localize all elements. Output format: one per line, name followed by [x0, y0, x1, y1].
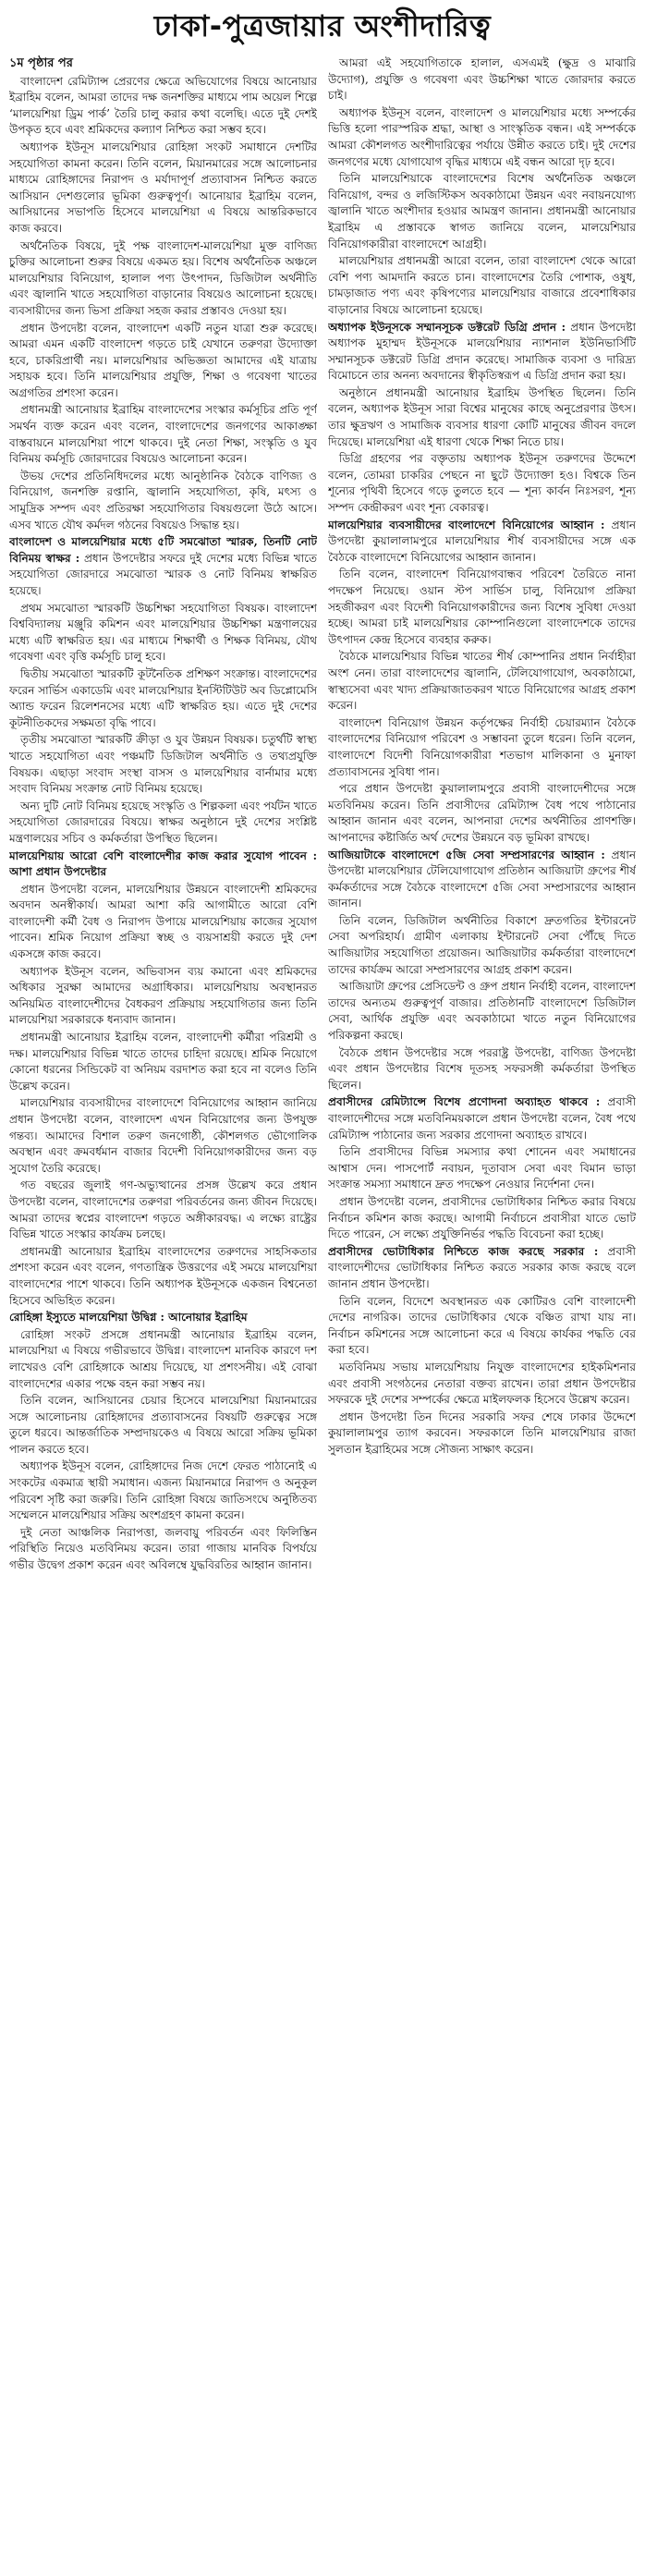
subhead-text: প্রবাসী বাংলাদেশীদের ভোটাধিকার নিশ্চিত করতে সরকার কাজ করছে বলে জানান প্রধান উপদেষ্টা।	[328, 1244, 636, 1290]
article-paragraph: তিনি মালয়েশিয়াকে বাংলাদেশের বিশেষ অর্থনৈতিক অঞ্চলে বিনিয়োগ, বন্দর ও লজিস্টিকস অবকাঠামো উন্নয়ন এবং নবায়নযোগ্য জ্বালানি খাতে অংশীদার হওয়ার আমন্ত্রণ জানান। প্রধানমন্ত্রী আনোয়ার ইব্রাহিম এ প্রস্তাবকে স্বাগত জানিয়ে বলেন, মালয়েশিয়ার বিনিয়োগকারীরা বাংলাদেশে আগ্রহী।	[328, 172, 636, 250]
article-paragraph: আমরা এই সহযোগিতাকে হালাল, এসএমই (ক্ষুদ্র ও মাঝারি উদ্যোগ), প্রযুক্তি ও গবেষণা এবং উচ্চশিক্ষা খাতে জোরদার করতে চাই।	[328, 56, 636, 103]
article-paragraph: বাংলাদেশ বিনিয়োগ উন্নয়ন কর্তৃপক্ষের নির্বাহী চেয়ারম্যান বৈঠকে বাংলাদেশের বিনিয়োগ পরিবেশ ও সম্ভাবনা তুলে ধরেন। তিনি বলেন, বাংলাদেশে বিদেশী বিনিয়োগকারীরা শতভাগ মালিকানা ও মুনাফা প্রত্যাবাসনের সুবিধা পান।	[328, 715, 636, 778]
right-column	[328, 55, 636, 2568]
article-paragraph: প্রধান উপদেষ্টা বলেন, মালয়েশিয়ার উন্নয়নে বাংলাদেশী শ্রমিকদের অবদান অনস্বীকার্য। আমরা আশা করি আগামীতে আরো বেশি বাংলাদেশী কর্মী বৈধ ও নিরাপদ উপায়ে মালয়েশিয়ায় কাজের সুযোগ পাবেন। শ্রমিক নিয়োগ প্রক্রিয়া স্বচ্ছ ও ব্যয়সাশ্রয়ী করতে দুই দেশ একসঙ্গে কাজ করবে।	[9, 882, 317, 961]
section-subhead	[328, 848, 636, 912]
article-paragraph: প্রথম সমঝোতা স্মারকটি উচ্চশিক্ষা সহযোগিতা বিষয়ক। বাংলাদেশ বিশ্ববিদ্যালয় মঞ্জুরি কমিশন এবং মালয়েশিয়ার উচ্চশিক্ষা মন্ত্রণালয়ের মধ্যে এটি স্বাক্ষরিত হয়। এর মাধ্যমে শিক্ষার্থী ও শিক্ষক বিনিময়, যৌথ গবেষণা এবং বৃত্তি কর্মসূচি চালু হবে।	[9, 601, 317, 664]
article-paragraph: ডিগ্রি গ্রহণের পর বক্তৃতায় অধ্যাপক ইউনূস তরুণদের উদ্দেশে বলেন, তোমরা চাকরির পেছনে না ছুটে উদ্যোক্তা হও। বিশ্বকে তিন শূন্যের পৃথিবী হিসেবে গড়ে তুলতে হবে — শূন্য কার্বন নিঃসরণ, শূন্য সম্পদ কেন্দ্রীকরণ এবং শূন্য বেকারত্ব।	[328, 452, 636, 515]
article-paragraph: মালয়েশিয়ার ব্যবসায়ীদের বাংলাদেশে বিনিয়োগের আহ্বান জানিয়ে প্রধান উপদেষ্টা বলেন, বাংলাদেশ এখন বিনিয়োগের জন্য উপযুক্ত গন্তব্য। আমাদের বিশাল তরুণ জনগোষ্ঠী, কৌশলগত ভৌগোলিক অবস্থান এবং ক্রমবর্ধমান বাজার বিদেশী বিনিয়োগকারীদের জন্য বড় সুযোগ তৈরি করেছে।	[9, 1096, 317, 1175]
article-paragraph: রোহিঙ্গা সংকট প্রসঙ্গে প্রধানমন্ত্রী আনোয়ার ইব্রাহিম বলেন, মালয়েশিয়া এ বিষয়ে গভীরভাবে উদ্বিগ্ন। বাংলাদেশ মানবিক কারণে দশ লাখেরও বেশি রোহিঙ্গাকে আশ্রয় দিয়েছে, যা প্রশংসনীয়। এই বোঝা বাংলাদেশের একার পক্ষে বহন করা সম্ভব নয়।	[9, 1327, 317, 1390]
article-paragraph: তিনি বলেন, আসিয়ানের চেয়ার হিসেবে মালয়েশিয়া মিয়ানমারের সঙ্গে আলোচনায় রোহিঙ্গাদের প্রত্যাবাসনের বিষয়টি গুরুত্বের সঙ্গে তুলে ধরবে। আন্তর্জাতিক সম্প্রদায়কেও এ বিষয়ে আরো সক্রিয় ভূমিকা পালন করতে হবে।	[9, 1394, 317, 1456]
article-paragraph: প্রধান উপদেষ্টা বলেন, প্রবাসীদের ভোটাধিকার নিশ্চিত করার বিষয়ে নির্বাচন কমিশন কাজ করছে। আগামী নির্বাচনে প্রবাসীরা যাতে ভোট দিতে পারেন, সে লক্ষ্যে প্রযুক্তিনির্ভর পদ্ধতি বিবেচনা করা হচ্ছে।	[328, 1194, 636, 1241]
article-paragraph: তিনি বলেন, বাংলাদেশ বিনিয়োগবান্ধব পরিবেশ তৈরিতে নানা পদক্ষেপ নিয়েছে। ওয়ান স্টপ সার্ভিস চালু, বিনিয়োগ প্রক্রিয়া সহজীকরণ এবং বিদেশী বিনিয়োগকারীদের জন্য বিশেষ সুবিধা দেওয়া হচ্ছে। আমরা চাই মালয়েশিয়ার কোম্পানিগুলো বাংলাদেশকে তাদের উৎপাদন কেন্দ্র হিসেবে ব্যবহার করুক।	[328, 568, 636, 646]
subhead-title: প্রবাসীদের রেমিট্যান্সে বিশেষ প্রণোদনা অব্যাহত থাকবে :	[328, 1095, 601, 1109]
section-subhead	[9, 848, 317, 881]
article-paragraph: প্রধানমন্ত্রী আনোয়ার ইব্রাহিম বলেন, বাংলাদেশী কর্মীরা পরিশ্রমী ও দক্ষ। মালয়েশিয়ার বিভিন্ন খাতে তাদের চাহিদা রয়েছে। শ্রমিক নিয়োগে কোনো ধরনের সিন্ডিকেট বা অনিয়ম বরদাশত করা হবে না বলেও তিনি উল্লেখ করেন।	[9, 1031, 317, 1093]
article-paragraph: দ্বিতীয় সমঝোতা স্মারকটি কূটনৈতিক প্রশিক্ষণ সংক্রান্ত। বাংলাদেশের ফরেন সার্ভিস একাডেমি এবং মালয়েশিয়ার ইনস্টিটিউট অব ডিপ্লোমেসি অ্যান্ড ফরেন রিলেশনসের মধ্যে এটি স্বাক্ষরিত হয়। এতে দুই দেশের কূটনীতিকদের সক্ষমতা বৃদ্ধি পাবে।	[9, 666, 317, 729]
article-paragraph: তৃতীয় সমঝোতা স্মারকটি ক্রীড়া ও যুব উন্নয়ন বিষয়ক। চতুর্থটি স্বাস্থ্য খাতে সহযোগিতা এবং পঞ্চমটি ডিজিটাল অর্থনীতি ও তথ্যপ্রযুক্তি বিষয়ক। এছাড়া সংবাদ সংস্থা বাসস ও মালয়েশিয়ার বার্নামার মধ্যে সংবাদ বিনিময় সংক্রান্ত নোট বিনিময় হয়েছে।	[9, 733, 317, 796]
article-paragraph: মতবিনিময় সভায় মালয়েশিয়ায় নিযুক্ত বাংলাদেশের হাইকমিশনার এবং প্রবাসী সংগঠনের নেতারা বক্তব্য রাখেন। তারা প্রধান উপদেষ্টার সফরকে দুই দেশের সম্পর্কের ক্ষেত্রে মাইলফলক হিসেবে উল্লেখ করেন।	[328, 1360, 636, 1407]
article-paragraph: বৈঠকে মালয়েশিয়ার বিভিন্ন খাতের শীর্ষ কোম্পানির প্রধান নির্বাহীরা অংশ নেন। তারা বাংলাদেশের জ্বালানি, টেলিযোগাযোগ, অবকাঠামো, স্বাস্থ্যসেবা এবং খাদ্য প্রক্রিয়াজাতকরণ খাতে বিনিয়োগের আগ্রহ প্রকাশ করেন।	[328, 650, 636, 713]
section-subhead	[328, 1244, 636, 1293]
article-paragraph: প্রধানমন্ত্রী আনোয়ার ইব্রাহিম বাংলাদেশের তরুণদের সাহসিকতার প্রশংসা করেন এবং বলেন, গণতান্ত্রিক উত্তরণের এই সময়ে মালয়েশিয়া বাংলাদেশের পাশে থাকবে। তিনি অধ্যাপক ইউনূসকে একজন বিশ্বনেতা হিসেবে অভিহিত করেন।	[9, 1244, 317, 1307]
subhead-title: মালয়েশিয়ায় আরো বেশি বাংলাদেশীর কাজ করার সুযোগ পাবেন : আশা প্রধান উপদেষ্টার	[9, 848, 317, 879]
article-paragraph: তিনি প্রবাসীদের বিভিন্ন সমস্যার কথা শোনেন এবং সমাধানের আশ্বাস দেন। পাসপোর্ট নবায়ন, দূতাবাস সেবা এবং বিমান ভাড়া সংক্রান্ত সমস্যা সমাধানে দ্রুত পদক্ষেপ নেওয়ার নির্দেশনা দেন।	[328, 1145, 636, 1191]
section-subhead	[328, 1094, 636, 1143]
article-paragraph: উভয় দেশের প্রতিনিধিদলের মধ্যে আনুষ্ঠানিক বৈঠকে বাণিজ্য ও বিনিয়োগ, জনশক্তি রপ্তানি, জ্বালানি সহযোগিতা, কৃষি, মৎস্য ও সামুদ্রিক সম্পদ এবং প্রতিরক্ষা সহযোগিতার বিষয়গুলো উঠে আসে। এসব খাতে যৌথ কর্মদল গঠনের বিষয়েও সিদ্ধান্ত হয়।	[9, 469, 317, 531]
continued-label: ১ম পৃষ্ঠার পর	[9, 56, 73, 70]
article-paragraph: অনুষ্ঠানে প্রধানমন্ত্রী আনোয়ার ইব্রাহিম উপস্থিত ছিলেন। তিনি বলেন, অধ্যাপক ইউনূস সারা বিশ্বের মানুষের কাছে অনুপ্রেরণার উৎস। তার ক্ষুদ্রঋণ ও সামাজিক ব্যবসার ধারণা কোটি মানুষের জীবন বদলে দিয়েছে। মালয়েশিয়া এই ধারণা থেকে শিক্ষা নিতে চায়।	[328, 385, 636, 448]
subhead-title: অধ্যাপক ইউনূসকে সম্মানসূচক ডক্টরেট ডিগ্রি প্রদান :	[328, 320, 566, 334]
subhead-title: আজিয়াটাকে বাংলাদেশে ৫জি সেবা সম্প্রসারণের আহ্বান :	[328, 848, 605, 861]
subhead-title: মালয়েশিয়ার ব্যবসায়ীদের বাংলাদেশে বিনিয়োগের আহ্বান :	[328, 518, 605, 531]
article-columns	[9, 55, 636, 2568]
section-subhead	[328, 320, 636, 385]
article-paragraph: অধ্যাপক ইউনূস মালয়েশিয়ার রোহিঙ্গা সংকট সমাধানে দেশটির সহযোগিতা কামনা করেন। তিনি বলেন, মিয়ানমারের সঙ্গে আলোচনার মাধ্যমে রোহিঙ্গাদের নিরাপদ ও মর্যাদাপূর্ণ প্রত্যাবাসন নিশ্চিত করতে আসিয়ান দেশগুলোর ভূমিকা গুরুত্বপূর্ণ। আনোয়ার ইব্রাহিম বলেন, আসিয়ানের সভাপতি হিসেবে মালয়েশিয়া এ বিষয়ে আন্তরিকভাবে কাজ করবে।	[9, 140, 317, 235]
left-column	[9, 55, 317, 2568]
article-paragraph: অধ্যাপক ইউনূস বলেন, অভিবাসন ব্যয় কমানো এবং শ্রমিকদের অধিকার সুরক্ষা আমাদের অগ্রাধিকার। মালয়েশিয়ায় অবস্থানরত অনিয়মিত বাংলাদেশীদের বৈধকরণ প্রক্রিয়ায় সহযোগিতার জন্য তিনি মালয়েশিয়া সরকারকে ধন্যবাদ জানান।	[9, 964, 317, 1027]
article-paragraph: বাংলাদেশ রেমিট্যান্স প্রেরণের ক্ষেত্রে অভিযোগের বিষয়ে আনোয়ার ইব্রাহিম বলেন, আমরা তাদের দক্ষ জনশক্তির মাধ্যমে পাম অয়েল শিল্পে ‘মালয়েশিয়া ড্রিম পার্ক’ তৈরি চালু করার কথা বলেছি। এতে দুই দেশই উপকৃত হবে এবং শ্রমিকদের কল্যাণ নিশ্চিত করা সম্ভব হবে।	[9, 74, 317, 137]
subhead-text: প্রধান উপদেষ্টা কুয়ালালামপুরে মালয়েশিয়ার শীর্ষ ব্যবসায়ীদের সঙ্গে এক বৈঠকে বাংলাদেশে বিনিয়োগের আহ্বান জানান।	[328, 518, 636, 564]
article-paragraph: গত বছরের জুলাই গণ-অভ্যুত্থানের প্রসঙ্গ উল্লেখ করে প্রধান উপদেষ্টা বলেন, বাংলাদেশের তরুণরা পরিবর্তনের জন্য জীবন দিয়েছে। আমরা তাদের স্বপ্নের বাংলাদেশ গড়তে অঙ্গীকারবদ্ধ। এ লক্ষ্যে রাষ্ট্রের বিভিন্ন খাতে সংস্কার কার্যক্রম চলছে।	[9, 1178, 317, 1241]
subhead-text: প্রবাসী বাংলাদেশীদের সঙ্গে মতবিনিময়কালে প্রধান উপদেষ্টা বলেন, বৈধ পথে রেমিট্যান্স পাঠানোর জন্য সরকার প্রণোদনা অব্যাহত রাখবে।	[328, 1095, 636, 1141]
section-subhead	[9, 1310, 317, 1326]
subhead-title: বাংলাদেশ ও মালয়েশিয়ার মধ্যে ৫টি সমঝোতা স্মারক, তিনটি নোট বিনিময় স্বাক্ষর :	[9, 535, 317, 565]
subhead-text: প্রধান উপদেষ্টা মালয়েশিয়ার টেলিযোগাযোগ প্রতিষ্ঠান আজিয়াটা গ্রুপের শীর্ষ কর্মকর্তাদের সঙ্গে বৈঠকে বাংলাদেশে ৫জি সেবা সম্প্রসারণের আহ্বান জানান।	[328, 848, 636, 910]
article-paragraph: অন্য দুটি নোট বিনিময় হয়েছে সংস্কৃতি ও শিল্পকলা এবং পর্যটন খাতে সহযোগিতা জোরদারের বিষয়ে। স্বাক্ষর অনুষ্ঠানে দুই দেশের সংশ্লিষ্ট মন্ত্রণালয়ের সচিব ও কর্মকর্তারা উপস্থিত ছিলেন।	[9, 799, 317, 845]
article-paragraph: অধ্যাপক ইউনূস বলেন, রোহিঙ্গাদের নিজ দেশে ফেরত পাঠানোই এ সংকটের একমাত্র স্থায়ী সমাধান। এজন্য মিয়ানমারে নিরাপদ ও অনুকূল পরিবেশ সৃষ্টি করা জরুরি। তিনি রোহিঙ্গা বিষয়ে জাতিসংঘে অনুষ্ঠিতব্য সম্মেলনে মালয়েশিয়ার সক্রিয় অংশগ্রহণ কামনা করেন।	[9, 1459, 317, 1522]
subhead-title: প্রবাসীদের ভোটাধিকার নিশ্চিতে কাজ করছে সরকার :	[328, 1244, 599, 1258]
article-paragraph: আজিয়াটা গ্রুপের প্রেসিডেন্ট ও গ্রুপ প্রধান নির্বাহী বলেন, বাংলাদেশ তাদের অন্যতম গুরুত্বপূর্ণ বাজার। প্রতিষ্ঠানটি বাংলাদেশে ডিজিটাল সেবা, আর্থিক প্রযুক্তি এবং অবকাঠামো খাতে নতুন বিনিয়োগের পরিকল্পনা করছে।	[328, 980, 636, 1043]
section-subhead	[9, 534, 317, 599]
section-subhead	[328, 518, 636, 567]
article-paragraph: দুই নেতা আঞ্চলিক নিরাপত্তা, জলবায়ু পরিবর্তন এবং ফিলিস্তিন পরিস্থিতি নিয়েও মতবিনিময় করেন। তারা গাজায় মানবিক বিপর্যয়ে গভীর উদ্বেগ প্রকাশ করেন এবং অবিলম্বে যুদ্ধবিরতির আহ্বান জানান।	[9, 1525, 317, 1572]
subhead-text: প্রধান উপদেষ্টা অধ্যাপক মুহাম্মদ ইউনূসকে মালয়েশিয়ার ন্যাশনাল ইউনিভার্সিটি সম্মানসূচক ডক্টরেট ডিগ্রি প্রদান করেছে। সামাজিক ব্যবসা ও দারিদ্র্য বিমোচনে তার অনন্য অবদানের স্বীকৃতিস্বরূপ এ ডিগ্রি প্রদান করা হয়।	[328, 320, 636, 383]
article-paragraph: প্রধান উপদেষ্টা তিন দিনের সরকারি সফর শেষে ঢাকার উদ্দেশে কুয়ালালামপুর ত্যাগ করবেন। সফরকালে তিনি মালয়েশিয়ার রাজা সুলতান ইব্রাহিমের সঙ্গে সৌজন্য সাক্ষাৎ করেন।	[328, 1410, 636, 1456]
article-paragraph: প্রধান উপদেষ্টা বলেন, বাংলাদেশ একটি নতুন যাত্রা শুরু করেছে। আমরা এমন একটি বাংলাদেশ গড়তে চাই যেখানে তরুণরা উদ্যোক্তা হবে, চাকরিপ্রার্থী নয়। মালয়েশিয়ার অভিজ্ঞতা আমাদের এই যাত্রায় সহায়ক হবে। তিনি মালয়েশিয়ার প্রযুক্তি, শিক্ষা ও গবেষণা খাতের অগ্রগতির প্রশংসা করেন।	[9, 321, 317, 399]
article-paragraph: অর্থনৈতিক বিষয়ে, দুই পক্ষ বাংলাদেশ-মালয়েশিয়া মুক্ত বাণিজ্য চুক্তির আলোচনা শুরুর বিষয়ে একমত হয়। বিশেষ অর্থনৈতিক অঞ্চলে মালয়েশিয়ার বিনিয়োগ, হালাল পণ্য উৎপাদন, ডিজিটাল অর্থনীতি এবং জ্বালানি খাতে সহযোগিতা বাড়ানোর বিষয়েও আলোচনা হয়েছে। ব্যবসায়ীদের জন্য ভিসা প্রক্রিয়া সহজ করার প্রস্তাবও দেওয়া হয়।	[9, 238, 317, 317]
article-paragraph: তিনি বলেন, বিদেশে অবস্থানরত এক কোটিরও বেশি বাংলাদেশী দেশের নাগরিক। তাদের ভোটাধিকার থেকে বঞ্চিত রাখা যায় না। নির্বাচন কমিশনের সঙ্গে আলোচনা করে এ বিষয়ে কার্যকর পদ্ধতি বের করা হবে।	[328, 1294, 636, 1357]
article-paragraph: প্রধানমন্ত্রী আনোয়ার ইব্রাহিম বাংলাদেশের সংস্কার কর্মসূচির প্রতি পূর্ণ সমর্থন ব্যক্ত করেন এবং বলেন, বাংলাদেশের জনগণের আকাঙ্ক্ষা বাস্তবায়নে মালয়েশিয়া পাশে থাকবে। দুই নেতা শিক্ষা, সংস্কৃতি ও যুব বিনিময় কর্মসূচি জোরদারের বিষয়েও আলোচনা করেন।	[9, 403, 317, 466]
article-paragraph: মালয়েশিয়ার প্রধানমন্ত্রী আরো বলেন, তারা বাংলাদেশ থেকে আরো বেশি পণ্য আমদানি করতে চান। বাংলাদেশের তৈরি পোশাক, ওষুধ, চামড়াজাত পণ্য এবং কৃষিপণ্যের মালয়েশিয়ার বাজারে প্রবেশাধিকার বাড়ানোর বিষয়ে আলোচনা হয়েছে।	[328, 254, 636, 316]
article-paragraph: তিনি বলেন, ডিজিটাল অর্থনীতির বিকাশে দ্রুতগতির ইন্টারনেট সেবা অপরিহার্য। গ্রামীণ এলাকায় ইন্টারনেট সেবা পৌঁছে দিতে আজিয়াটার সহযোগিতা প্রয়োজন। আজিয়াটার কর্মকর্তারা বাংলাদেশে তাদের কার্যক্রম আরো সম্প্রসারণের আগ্রহ প্রকাশ করেন।	[328, 913, 636, 976]
subhead-text: প্রধান উপদেষ্টার সফরে দুই দেশের মধ্যে বিভিন্ন খাতে সহযোগিতা জোরদারে সমঝোতা স্মারক ও নোট বিনিময় স্বাক্ষরিত হয়েছে।	[9, 551, 317, 597]
article-paragraph: অধ্যাপক ইউনূস বলেন, বাংলাদেশ ও মালয়েশিয়ার মধ্যে সম্পর্কের ভিত্তি হলো পারস্পরিক শ্রদ্ধা, আস্থা ও সাংস্কৃতিক বন্ধন। এই সম্পর্ককে আমরা কৌশলগত অংশীদারিত্বের পর্যায়ে উন্নীত করতে চাই। দুই দেশের জনগণের মধ্যে যোগাযোগ বৃদ্ধির মাধ্যমে এই বন্ধন আরো দৃঢ় হবে।	[328, 105, 636, 168]
subhead-title: রোহিঙ্গা ইস্যুতে মালয়েশিয়া উদ্বিগ্ন : আনোয়ার ইব্রাহিম	[9, 1311, 248, 1325]
article-paragraph: পরে প্রধান উপদেষ্টা কুয়ালালামপুরে প্রবাসী বাংলাদেশীদের সঙ্গে মতবিনিময় করেন। তিনি প্রবাসীদের রেমিট্যান্স বৈধ পথে পাঠানোর আহ্বান জানান এবং বলেন, আপনারা দেশের অর্থনীতির প্রাণশক্তি। আপনাদের কষ্টার্জিত অর্থ দেশের উন্নয়নে বড় ভূমিকা রাখছে।	[328, 782, 636, 844]
article-paragraph: বৈঠকে প্রধান উপদেষ্টার সঙ্গে পররাষ্ট্র উপদেষ্টা, বাণিজ্য উপদেষ্টা এবং প্রধান উপদেষ্টার বিশেষ দূতসহ সফরসঙ্গী কর্মকর্তারা উপস্থিত ছিলেন।	[328, 1045, 636, 1092]
headline: ঢাকা-পুত্রজায়ার অংশীদারিত্ব	[153, 8, 492, 43]
